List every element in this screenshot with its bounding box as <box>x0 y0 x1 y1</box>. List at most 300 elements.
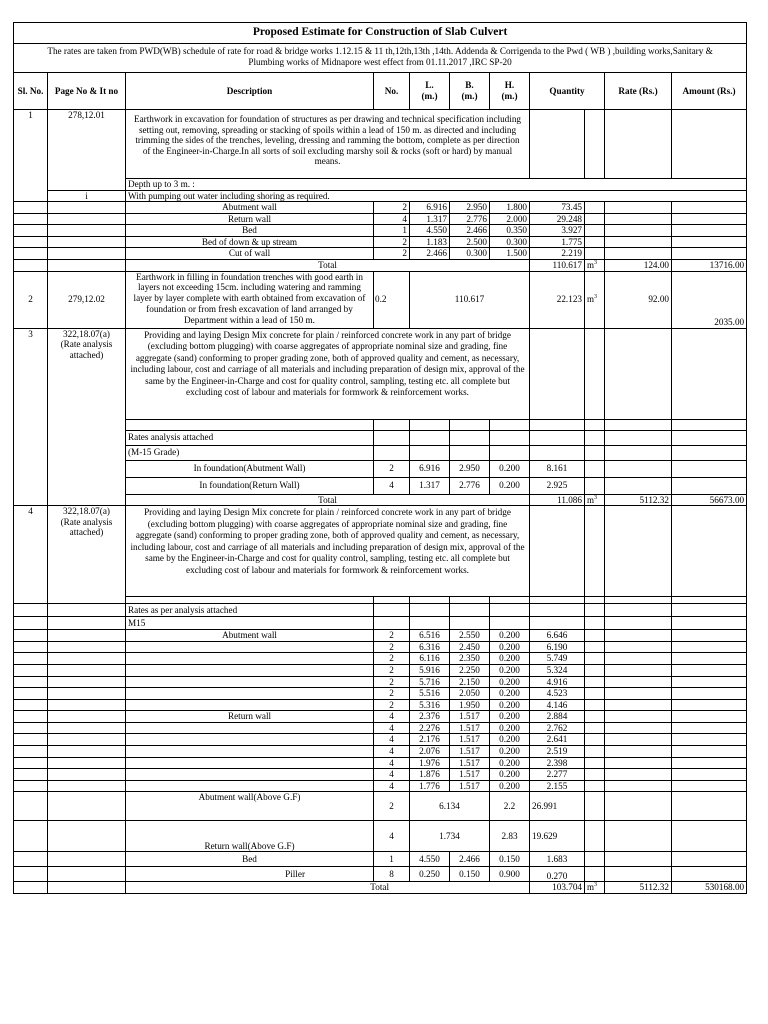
blank-cell <box>14 676 48 688</box>
item-4-piller-b: 0.150 <box>450 867 490 882</box>
item-4-measure-row <box>14 780 747 792</box>
blank-cell <box>672 757 747 769</box>
blank-cell <box>48 653 126 665</box>
item-4-measure-row <box>14 653 747 665</box>
blank-cell <box>48 757 126 769</box>
measure-b: 2.250 <box>450 664 490 676</box>
blank-cell <box>672 780 747 792</box>
blank-cell <box>530 419 585 430</box>
blank-cell <box>605 745 672 757</box>
blank-cell <box>585 676 605 688</box>
unit-sup: 3 <box>594 294 598 301</box>
blank-cell <box>450 445 490 460</box>
blank-cell <box>14 630 48 642</box>
measure-h: 0.200 <box>490 630 530 642</box>
item-1-amount: 13716.00 <box>672 260 747 272</box>
blank-cell <box>14 867 48 882</box>
measure-no: 4 <box>374 780 410 792</box>
item-1-description: Earthwork in excavation for foundation of structures as per drawing and technical specification including setting out, removing, spreading or stacking of spoils within a lead of 150 m. as directed and including trimming the sides of the trenches, leveling, dressing and ramming the bottom, complete as per direction of the Engineer-in-Charge.In all sorts of soil excluding marshy soil & rocks (soft or hard) by manual means. <box>126 110 530 179</box>
blank-cell <box>14 653 48 665</box>
item-4-piller-no: 8 <box>374 867 410 882</box>
measure-l: 1.776 <box>410 780 450 792</box>
measure-b: 2.500 <box>450 236 490 248</box>
header-height <box>490 73 530 110</box>
blank-cell <box>14 202 48 214</box>
blank-cell <box>585 597 605 604</box>
item-4-bed-h: 0.150 <box>490 852 530 867</box>
measure-l: 4.550 <box>410 225 450 237</box>
item-4-above-abutment <box>14 792 747 821</box>
blank-cell <box>672 202 747 214</box>
item-1-sub2: With pumping out water including shoring as required. <box>126 190 747 202</box>
blank-cell <box>672 597 747 604</box>
page-subtitle: The rates are taken from PWD(WB) schedule of rate for road & bridge works 1.12.15 & 11 th,12th,13th ,14th. Addenda & Corrigenda to the Pwd ( WB ) ,building works,Sanitary & Plumbing works of Midnapore west effect from 01.11.2017 ,IRC SP-20 <box>14 44 747 73</box>
unit-sup: 3 <box>594 882 598 889</box>
unit-sup: 3 <box>594 260 598 267</box>
blank-cell <box>48 711 126 723</box>
blank-cell <box>605 699 672 711</box>
blank-cell <box>605 653 672 665</box>
blank-cell <box>672 236 747 248</box>
item-3-b: 2.950 <box>450 460 490 477</box>
item-4-above-abut-h: 2.2 <box>490 792 530 821</box>
blank-cell <box>14 688 48 700</box>
blank-cell <box>605 688 672 700</box>
item-4-above-abut-q: 26.991 <box>530 792 585 821</box>
blank-cell <box>672 852 747 867</box>
item-4-total-label: Total <box>126 882 530 894</box>
measure-label: Return wall <box>126 711 374 723</box>
item-4-piller-label: Piller <box>126 867 374 882</box>
measure-no: 4 <box>374 734 410 746</box>
measure-l: 5.316 <box>410 699 450 711</box>
item-4-measure-row <box>14 664 747 676</box>
item-4-note1: Rates as per analysis attached <box>126 604 374 617</box>
blank-cell <box>126 676 374 688</box>
blank-cell <box>672 867 747 882</box>
blank-cell <box>14 745 48 757</box>
blank-cell <box>14 734 48 746</box>
blank-cell <box>126 780 374 792</box>
blank-cell <box>672 617 747 630</box>
item-3-total-label: Total <box>126 494 530 506</box>
blank-cell <box>48 745 126 757</box>
blank-cell <box>126 769 374 781</box>
header-l-label: L. <box>425 80 434 91</box>
measure-b: 2.350 <box>450 653 490 665</box>
blank-cell <box>48 248 126 260</box>
item-4-bed-b: 2.466 <box>450 852 490 867</box>
blank-cell <box>490 430 530 445</box>
item-4-unit <box>585 882 605 894</box>
measure-h: 0.300 <box>490 236 530 248</box>
blank-cell <box>450 604 490 617</box>
item-1-sl: 1 <box>14 110 48 202</box>
blank-cell <box>585 604 605 617</box>
header-breadth <box>450 73 490 110</box>
blank-cell <box>48 769 126 781</box>
blank-cell <box>605 867 672 882</box>
blank-cell <box>126 419 374 430</box>
item-3-no: 2 <box>374 460 410 477</box>
measure-label: Abutment wall <box>126 630 374 642</box>
blank-cell <box>605 630 672 642</box>
blank-cell <box>672 688 747 700</box>
blank-cell <box>490 604 530 617</box>
blank-cell <box>605 780 672 792</box>
blank-cell <box>450 430 490 445</box>
blank-cell <box>374 419 410 430</box>
blank-cell <box>490 597 530 604</box>
blank-cell <box>530 328 585 419</box>
item-4-piller-q: 0.270 <box>530 867 585 882</box>
measure-no: 4 <box>374 711 410 723</box>
blank-cell <box>585 419 605 430</box>
blank-cell <box>126 757 374 769</box>
item-2-lbh: 110.617 <box>410 271 530 328</box>
blank-cell <box>48 617 126 630</box>
blank-cell <box>48 664 126 676</box>
item-4-measure-row <box>14 722 747 734</box>
measure-b: 1.517 <box>450 711 490 723</box>
measure-l: 5.716 <box>410 676 450 688</box>
blank-cell <box>585 630 605 642</box>
item-4-above-ret-label: Return wall(Above G.F) <box>126 821 374 852</box>
blank-cell <box>530 430 585 445</box>
blank-cell <box>605 477 672 494</box>
blank-cell <box>672 722 747 734</box>
measure-no: 2 <box>374 248 410 260</box>
blank-cell <box>585 769 605 781</box>
blank-cell <box>530 597 585 604</box>
blank-cell <box>585 213 605 225</box>
blank-cell <box>672 630 747 642</box>
blank-cell <box>605 236 672 248</box>
blank-cell <box>126 699 374 711</box>
blank-cell <box>410 597 450 604</box>
item-3-l: 1.317 <box>410 477 450 494</box>
blank-cell <box>14 757 48 769</box>
measure-h: 0.350 <box>490 225 530 237</box>
item-2-rate: 92.00 <box>605 271 672 328</box>
blank-cell <box>672 419 747 430</box>
blank-cell <box>605 419 672 430</box>
blank-cell <box>585 430 605 445</box>
measure-l: 2.466 <box>410 248 450 260</box>
blank-cell <box>672 477 747 494</box>
item-4-description: Providing and laying Design Mix concrete for plain / reinforced concrete work in any part of bridge (excluding bottom plugging) with coarse aggregates of appropriate nominal size and grading, fine aggregate (sand) conforming to proper grading zone, both of approved quality and cement, as necessary, including labour, cost and carriage of all materials and including preparation of design mix, approval of the same by the Engineer-in-Charge and cost for quality control, sampling, testing etc. all complete but excluding cost of labour and materials for formwork & reinforcement works. <box>126 506 530 597</box>
blank-cell <box>14 792 48 821</box>
measure-b: 2.150 <box>450 676 490 688</box>
blank-cell <box>672 664 747 676</box>
header-l-unit: (m.) <box>421 91 438 101</box>
blank-cell <box>605 328 672 419</box>
measure-qty: 3.927 <box>530 225 585 237</box>
measure-no: 4 <box>374 757 410 769</box>
blank-cell <box>48 867 126 882</box>
blank-cell <box>374 597 410 604</box>
item-1-row <box>14 110 747 179</box>
item-4-above-ret-lb: 1.734 <box>410 821 490 852</box>
measure-h: 0.200 <box>490 711 530 723</box>
blank-cell <box>605 460 672 477</box>
blank-cell <box>14 236 48 248</box>
blank-cell <box>126 688 374 700</box>
blank-cell <box>450 617 490 630</box>
blank-cell <box>585 110 605 179</box>
item-2-page: 279,12.02 <box>48 271 126 328</box>
item-4-total-row <box>14 882 747 894</box>
measure-l: 1.183 <box>410 236 450 248</box>
item-4-piller-row <box>14 867 747 882</box>
blank-cell <box>48 676 126 688</box>
blank-cell <box>126 641 374 653</box>
measure-b: 1.517 <box>450 722 490 734</box>
blank-cell <box>585 236 605 248</box>
blank-cell <box>585 821 605 852</box>
blank-cell <box>585 867 605 882</box>
measure-qty: 2.519 <box>530 745 585 757</box>
measure-h: 0.200 <box>490 641 530 653</box>
item-4-measure-row <box>14 688 747 700</box>
measure-b: 1.950 <box>450 699 490 711</box>
item-2-no: 0.2 <box>374 271 410 328</box>
blank-cell <box>490 419 530 430</box>
unit-text: m <box>587 494 595 505</box>
blank-cell <box>585 225 605 237</box>
item-3-l: 6.916 <box>410 460 450 477</box>
item-4-above-ret-h: 2.83 <box>490 821 530 852</box>
item-4-measure-row <box>14 734 747 746</box>
blank-cell <box>672 460 747 477</box>
blank-cell <box>585 745 605 757</box>
item-3-note2: (M-15 Grade) <box>126 445 374 460</box>
measure-h: 0.200 <box>490 722 530 734</box>
item-3-page-3: attached) <box>69 349 104 360</box>
blank-cell <box>672 225 747 237</box>
measure-qty: 2.219 <box>530 248 585 260</box>
measure-no: 2 <box>374 699 410 711</box>
header-amount: Amount (Rs.) <box>672 73 747 110</box>
item-4-above-return <box>14 821 747 852</box>
measure-qty: 73.45 <box>530 202 585 214</box>
item-3-h: 0.200 <box>490 460 530 477</box>
blank-cell <box>672 676 747 688</box>
measure-b: 1.517 <box>450 757 490 769</box>
blank-cell <box>48 882 126 894</box>
item-1-sub-sl: i <box>48 190 126 202</box>
blank-cell <box>126 745 374 757</box>
blank-cell <box>48 604 126 617</box>
blank-cell <box>14 699 48 711</box>
item-4-note-1 <box>14 604 747 617</box>
blank-cell <box>585 792 605 821</box>
blank-cell <box>530 604 585 617</box>
item-1-total-row <box>14 260 747 272</box>
item-2-amount: 2035.00 <box>672 271 747 328</box>
header-description: Description <box>126 73 374 110</box>
measure-h: 0.200 <box>490 664 530 676</box>
item-2-row <box>14 271 747 328</box>
measure-label: Bed of down & up stream <box>126 236 374 248</box>
estimate-table <box>13 22 747 894</box>
item-3-h: 0.200 <box>490 477 530 494</box>
item-3-rate: 5112.32 <box>605 494 672 506</box>
measure-qty: 4.523 <box>530 688 585 700</box>
blank-cell <box>585 722 605 734</box>
estimate-sheet <box>13 22 746 894</box>
blank-cell <box>672 430 747 445</box>
item-3-description: Providing and laying Design Mix concrete for plain / reinforced concrete work in any part of bridge (excluding bottom plugging) with coarse aggregates of appropriate nominal size and grading, fine aggregate (sand) conforming to proper grading zone, both of approved quality and cement, as necessary, including labour, cost and carriage of all materials and including preparation of design mix, approval of the same by the Engineer-in-Charge and cost for quality control, sampling, testing etc. all complete but excluding cost of labour and materials for formwork & reinforcement works. <box>126 328 530 419</box>
blank-cell <box>672 653 747 665</box>
blank-cell <box>605 248 672 260</box>
measure-l: 6.916 <box>410 202 450 214</box>
measure-b: 2.450 <box>450 641 490 653</box>
measure-qty: 6.646 <box>530 630 585 642</box>
item-2-sl: 2 <box>14 271 48 328</box>
measure-l: 6.116 <box>410 653 450 665</box>
blank-cell <box>605 225 672 237</box>
measure-label: Return wall <box>126 213 374 225</box>
blank-cell <box>605 597 672 604</box>
blank-cell <box>14 711 48 723</box>
blank-cell <box>585 664 605 676</box>
measure-l: 1.876 <box>410 769 450 781</box>
blank-cell <box>585 852 605 867</box>
measure-h: 0.200 <box>490 745 530 757</box>
blank-cell <box>585 688 605 700</box>
blank-cell <box>605 769 672 781</box>
measure-no: 4 <box>374 769 410 781</box>
blank-cell <box>450 419 490 430</box>
blank-cell <box>48 792 126 821</box>
blank-cell <box>672 445 747 460</box>
blank-cell <box>14 248 48 260</box>
blank-cell <box>605 711 672 723</box>
item-4-above-abut-label: Abutment wall(Above G.F) <box>126 792 374 821</box>
blank-cell <box>48 236 126 248</box>
item-4-total-qty: 103.704 <box>530 882 585 894</box>
blank-cell <box>410 445 450 460</box>
header-b-label: B. <box>465 80 474 91</box>
blank-cell <box>374 604 410 617</box>
item-4-measure-row <box>14 769 747 781</box>
blank-cell <box>14 722 48 734</box>
measure-no: 2 <box>374 236 410 248</box>
item-1-measure-row <box>14 236 747 248</box>
blank-cell <box>490 445 530 460</box>
blank-cell <box>605 821 672 852</box>
blank-cell <box>48 225 126 237</box>
measure-l: 6.316 <box>410 641 450 653</box>
blank-cell <box>48 202 126 214</box>
blank-cell <box>14 617 48 630</box>
blank-cell <box>605 722 672 734</box>
item-3-q: 8.161 <box>530 460 585 477</box>
measure-label: Cut of wall <box>126 248 374 260</box>
blank-cell <box>14 641 48 653</box>
blank-cell <box>672 110 747 179</box>
blank-cell <box>14 882 48 894</box>
measure-qty: 1.775 <box>530 236 585 248</box>
item-1-total-label: Total <box>126 260 530 272</box>
item-3-sl: 3 <box>14 328 48 506</box>
blank-cell <box>530 617 585 630</box>
measure-b: 2.050 <box>450 688 490 700</box>
measure-label: Bed <box>126 225 374 237</box>
blank-cell <box>48 688 126 700</box>
measure-h: 2.000 <box>490 213 530 225</box>
item-1-rate: 124.00 <box>605 260 672 272</box>
measure-l: 5.516 <box>410 688 450 700</box>
blank-cell <box>48 734 126 746</box>
blank-cell <box>585 757 605 769</box>
blank-cell <box>48 722 126 734</box>
item-1-page: 278,12.01 <box>48 110 126 191</box>
item-4-row <box>14 506 747 597</box>
item-4-measure-row <box>14 711 747 723</box>
measure-no: 4 <box>374 213 410 225</box>
measure-l: 5.916 <box>410 664 450 676</box>
blank-cell <box>605 506 672 597</box>
measure-qty: 29.248 <box>530 213 585 225</box>
blank-cell <box>14 852 48 867</box>
measure-h: 1.500 <box>490 248 530 260</box>
blank-cell <box>14 780 48 792</box>
measure-h: 0.200 <box>490 757 530 769</box>
item-3-label: In foundation(Return Wall) <box>126 477 374 494</box>
measure-label: Abutment wall <box>126 202 374 214</box>
measure-b: 1.517 <box>450 780 490 792</box>
item-4-measure-row <box>14 630 747 642</box>
item-3-unit <box>585 494 605 506</box>
measure-qty: 2.277 <box>530 769 585 781</box>
measure-b: 1.517 <box>450 769 490 781</box>
blank-cell <box>585 248 605 260</box>
header-h-label: H. <box>504 80 515 91</box>
blank-cell <box>410 430 450 445</box>
unit-text: m <box>587 260 595 271</box>
measure-qty: 2.884 <box>530 711 585 723</box>
item-1-measure-row <box>14 202 747 214</box>
item-4-measure-row <box>14 699 747 711</box>
blank-cell <box>585 202 605 214</box>
measure-h: 0.200 <box>490 688 530 700</box>
item-4-sl: 4 <box>14 506 48 604</box>
blank-cell <box>605 604 672 617</box>
measure-qty: 5.324 <box>530 664 585 676</box>
item-1-subhead-2 <box>14 190 747 202</box>
blank-cell <box>14 225 48 237</box>
item-1-unit <box>585 260 605 272</box>
blank-cell <box>374 445 410 460</box>
blank-cell <box>14 664 48 676</box>
blank-cell <box>48 780 126 792</box>
measure-b: 0.300 <box>450 248 490 260</box>
item-3-b: 2.776 <box>450 477 490 494</box>
blank-cell <box>585 653 605 665</box>
item-3-page <box>48 328 126 506</box>
measure-no: 2 <box>374 664 410 676</box>
blank-cell <box>585 506 605 597</box>
item-3-page-1: 322,18.07(a) <box>63 328 110 339</box>
blank-cell <box>605 676 672 688</box>
item-4-measure-row <box>14 641 747 653</box>
item-4-amount: 530168.00 <box>672 882 747 894</box>
blank-cell <box>605 641 672 653</box>
blank-cell <box>585 780 605 792</box>
measure-b: 1.517 <box>450 745 490 757</box>
